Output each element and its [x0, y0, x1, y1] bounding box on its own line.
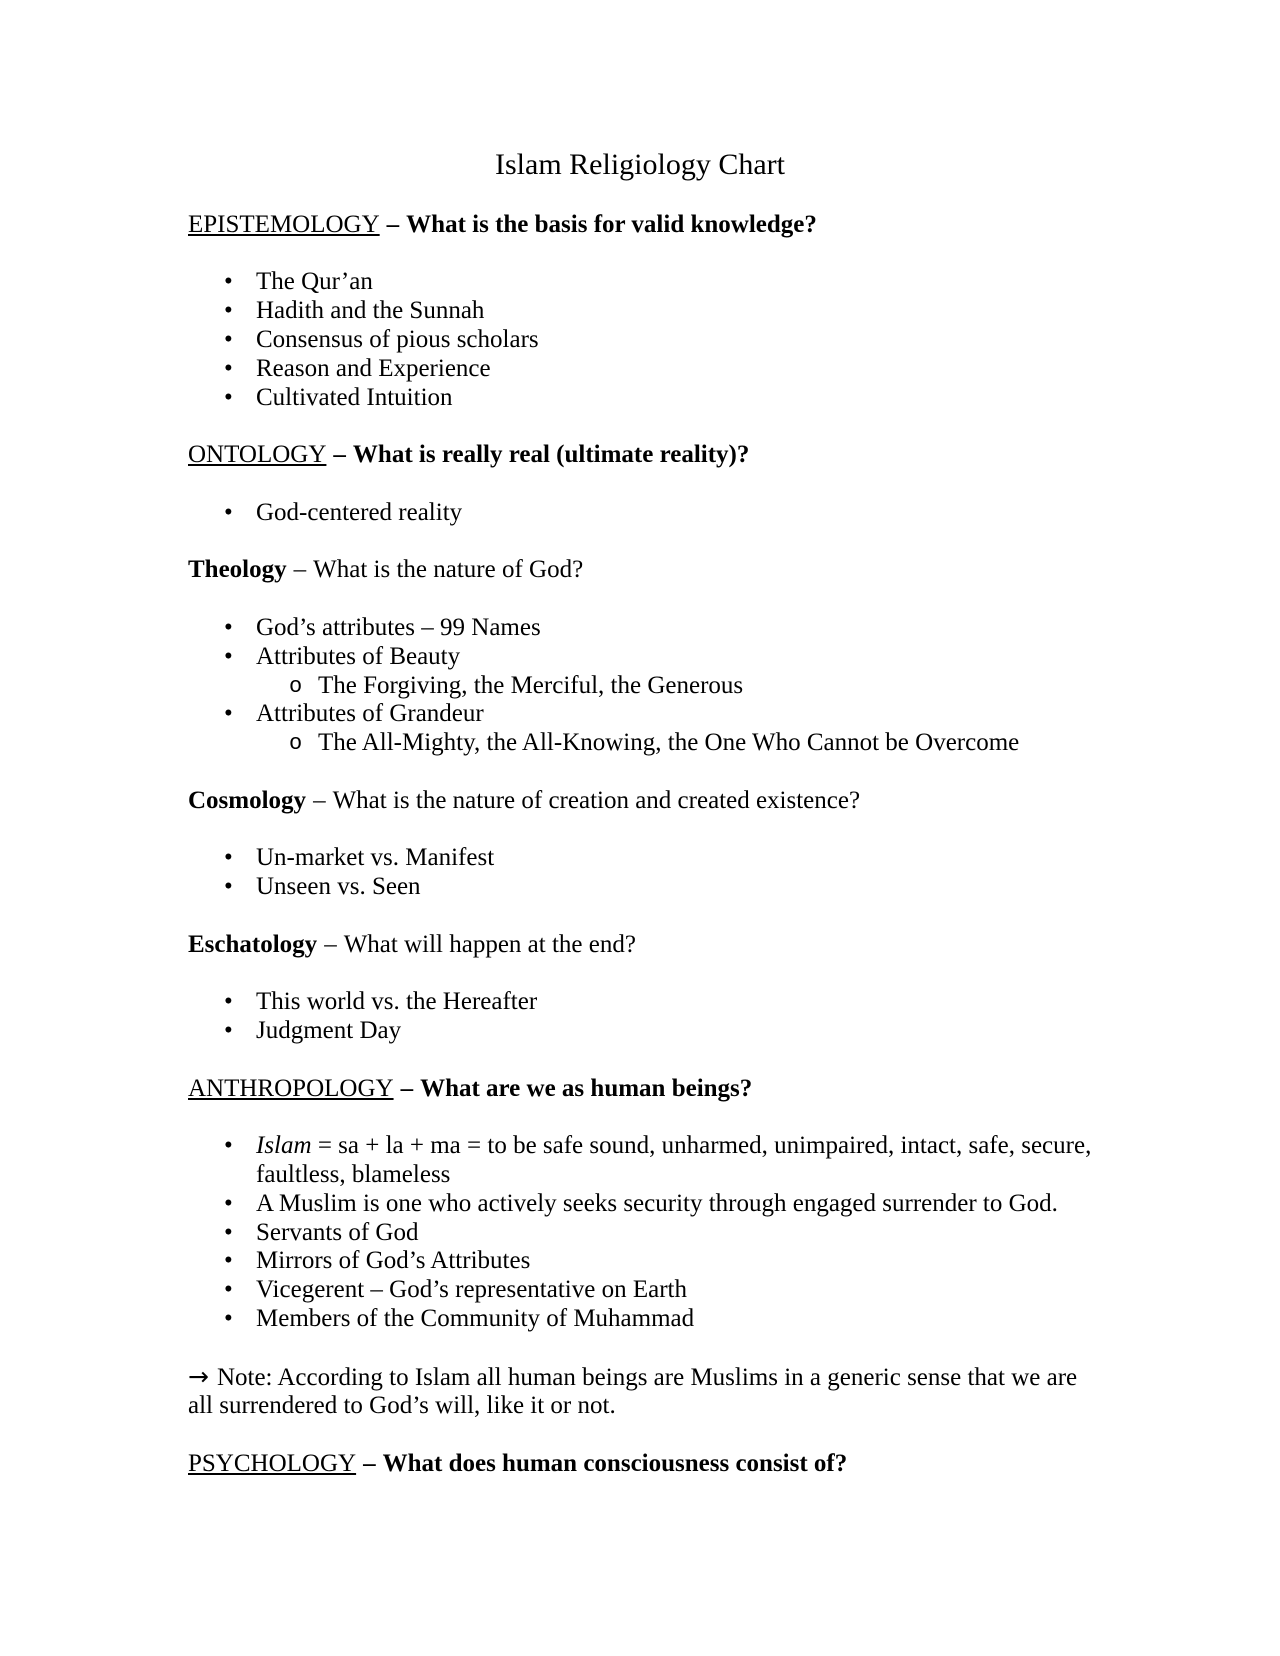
list-item-text: Reason and Experience [256, 354, 491, 382]
bullet-icon: • [224, 642, 233, 670]
section-ontology [188, 441, 1092, 527]
section-heading [188, 787, 1092, 816]
list-item-text: God’s attributes – 99 Names [256, 613, 541, 641]
list-item [188, 1276, 1092, 1305]
list-item-text: Hadith and the Sunnah [256, 297, 485, 325]
bullet-icon: • [224, 268, 233, 296]
list-item [188, 297, 1092, 326]
heading-term: ONTOLOGY [188, 441, 327, 469]
heading-question: What will happen at the end? [343, 930, 636, 958]
bullet-icon: • [224, 325, 233, 353]
list-item-text: A Muslim is one who actively seeks security through engaged surrender to God. [256, 1189, 1058, 1217]
list-item-text: The Forgiving, the Merciful, the Generous [318, 671, 744, 699]
heading-question: What is the nature of creation and created existence? [332, 786, 861, 814]
bullet-icon: • [224, 1218, 233, 1246]
heading-term: Cosmology [188, 786, 307, 814]
bullet-icon: • [224, 383, 233, 411]
section-heading [188, 556, 1092, 585]
bullet-list [188, 499, 1092, 528]
list-item [188, 643, 1092, 672]
section-epistemology [188, 211, 1092, 413]
sub-list-item [188, 729, 1092, 758]
section-theology [188, 556, 1092, 758]
heading-term: PSYCHOLOGY [188, 1450, 357, 1478]
bullet-icon: • [224, 873, 233, 901]
list-item [188, 326, 1092, 355]
bullet-icon: • [224, 354, 233, 382]
heading-dash: – [386, 210, 400, 238]
list-item [188, 499, 1092, 528]
heading-dash: – [313, 786, 326, 814]
list-item-text: = sa + la + ma = to be safe sound, unharmed, unimpaired, intact, safe, secure, faultless, blameless [256, 1132, 1092, 1189]
list-item-text: Consensus of pious scholars [256, 325, 539, 353]
bullet-icon: • [224, 1132, 233, 1160]
list-item [188, 1305, 1092, 1334]
list-item [188, 1219, 1092, 1248]
italic-term: Islam [256, 1132, 312, 1160]
heading-dash: – [293, 556, 307, 584]
list-item [188, 873, 1092, 902]
note-paragraph [188, 1363, 1092, 1422]
heading-term: Theology [188, 556, 287, 584]
list-item [188, 844, 1092, 873]
bullet-icon: • [224, 1276, 233, 1304]
list-item-text: Judgment Day [256, 1017, 402, 1045]
section-anthropology [188, 1075, 1092, 1334]
list-item [188, 614, 1092, 643]
heading-question: What is really real (ultimate reality)? [352, 441, 750, 469]
section-heading [188, 1075, 1092, 1104]
bullet-list [188, 268, 1092, 412]
list-item-text: The Qur’an [256, 268, 373, 296]
heading-question: What are we as human beings? [420, 1074, 753, 1102]
list-item [188, 384, 1092, 413]
list-item [188, 1190, 1092, 1219]
list-item-text: Attributes of Beauty [256, 642, 461, 670]
heading-dash: – [333, 441, 346, 469]
bullet-icon: • [224, 613, 233, 641]
list-item-text: Un-market vs. Manifest [256, 844, 495, 872]
list-item-text: Attributes of Grandeur [256, 700, 484, 728]
sub-bullet-icon: o [289, 673, 303, 699]
bullet-icon: • [224, 844, 233, 872]
list-item [188, 268, 1092, 297]
sub-list-item [188, 672, 1092, 701]
page-title: Islam Religiology Chart [495, 148, 785, 181]
bullet-icon: • [224, 988, 233, 1016]
bullet-icon: • [224, 1305, 233, 1333]
list-item [188, 1247, 1092, 1276]
heading-dash: – [324, 930, 337, 958]
list-item-text: Servants of God [256, 1218, 419, 1246]
list-item [188, 700, 1092, 729]
bullet-list [188, 988, 1092, 1046]
section-heading [188, 441, 1092, 470]
list-item-text: This world vs. the Hereafter [256, 988, 538, 1016]
section-cosmology [188, 787, 1092, 902]
section-heading [188, 1450, 1092, 1479]
bullet-icon: • [224, 1017, 233, 1045]
right-arrow-icon: → [188, 1361, 209, 1391]
list-item-text: Unseen vs. Seen [256, 873, 421, 901]
section-psychology [188, 1450, 1092, 1479]
list-item-text: God-centered reality [256, 498, 463, 526]
list-item-text: Vicegerent – God’s representative on Earth [256, 1276, 687, 1304]
bullet-icon: • [224, 1247, 233, 1275]
section-heading [188, 931, 1092, 960]
heading-question: What does human consciousness consist of? [382, 1450, 848, 1478]
section-heading [188, 211, 1092, 240]
heading-dash: – [400, 1074, 414, 1102]
list-item [188, 1132, 1092, 1190]
bullet-list [188, 1132, 1092, 1334]
list-item [188, 355, 1092, 384]
bullet-icon: • [224, 297, 233, 325]
bullet-list [188, 614, 1092, 758]
list-item-text: Mirrors of God’s Attributes [256, 1247, 531, 1275]
heading-question: What is the basis for valid knowledge? [406, 210, 817, 238]
sub-bullet-icon: o [289, 731, 303, 757]
list-item-text: The All-Mighty, the All-Knowing, the One Who Cannot be Overcome [318, 729, 1020, 757]
bullet-icon: • [224, 700, 233, 728]
list-item-text: Cultivated Intuition [256, 383, 453, 411]
heading-term: EPISTEMOLOGY [188, 210, 380, 238]
note-text: Note: According to Islam all human beings are Muslims in a generic sense that we are all surrendered to God’s will, like it or not. [188, 1363, 1078, 1420]
heading-term: ANTHROPOLOGY [188, 1074, 394, 1102]
list-item [188, 988, 1092, 1017]
bullet-icon: • [224, 498, 233, 526]
list-item [188, 1017, 1092, 1046]
bullet-icon: • [224, 1189, 233, 1217]
bullet-list [188, 844, 1092, 902]
heading-question: What is the nature of God? [313, 556, 584, 584]
heading-dash: – [363, 1450, 376, 1478]
heading-term: Eschatology [188, 930, 318, 958]
section-eschatology [188, 931, 1092, 1046]
list-item-text: Members of the Community of Muhammad [256, 1305, 695, 1333]
